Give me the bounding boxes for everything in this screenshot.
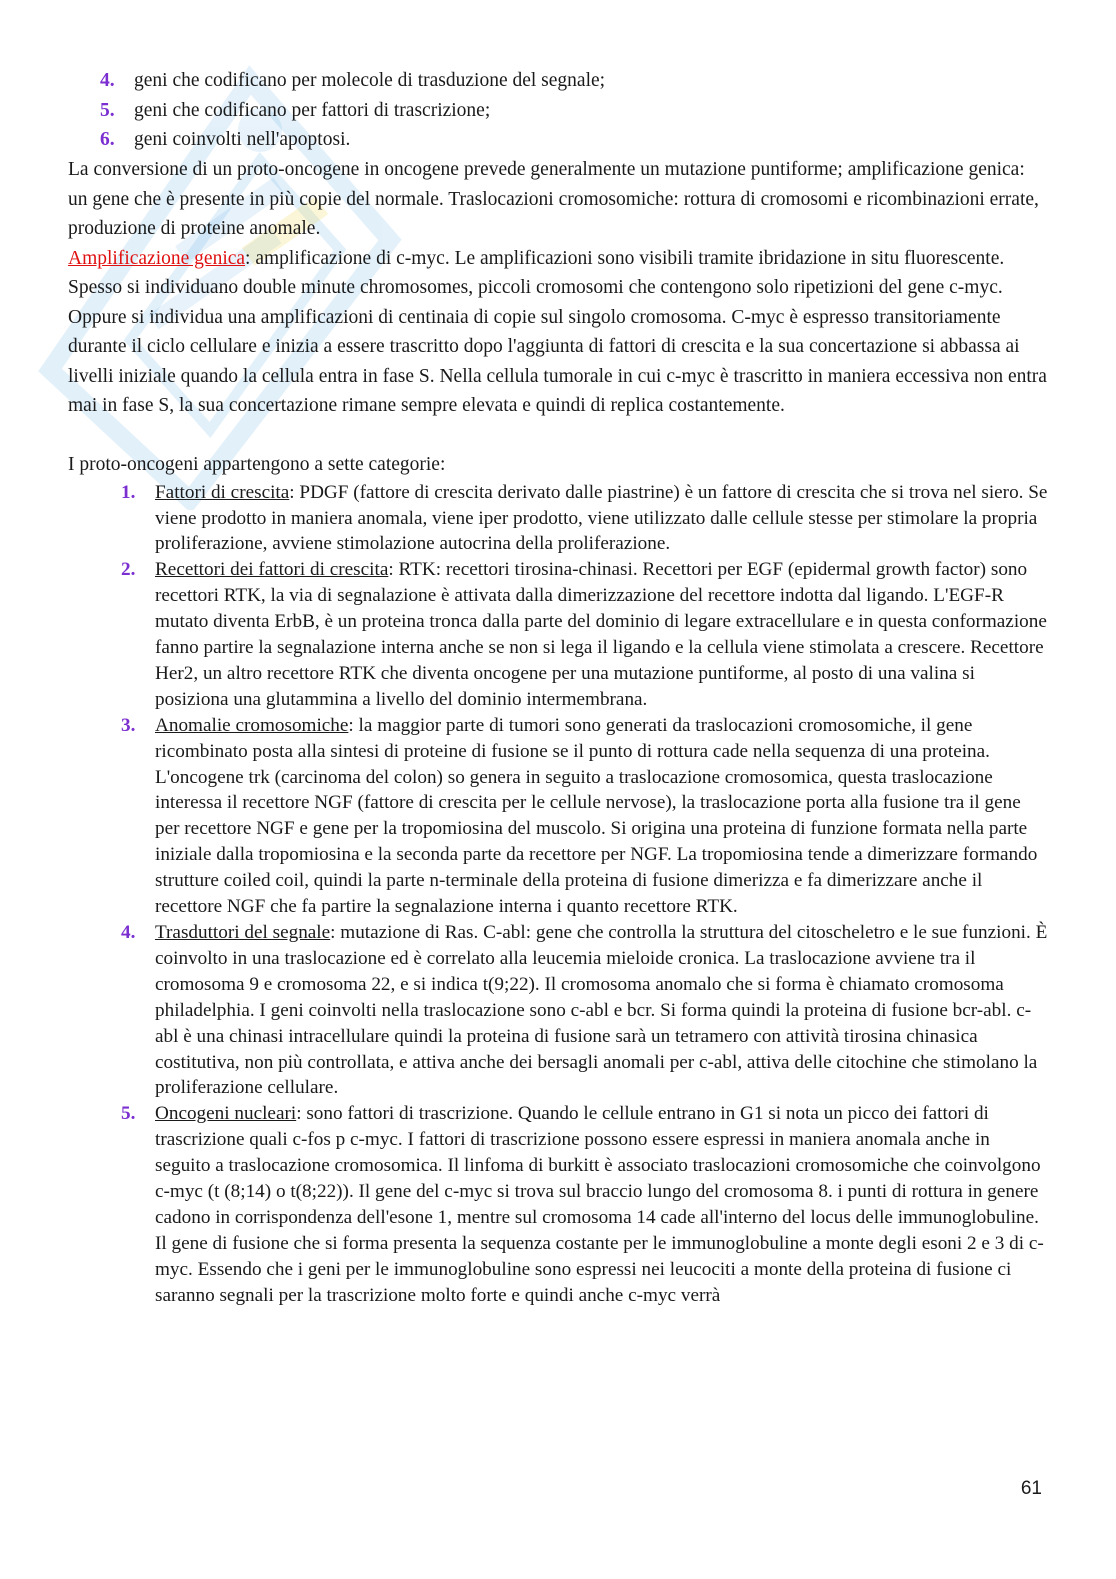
category-item — [68, 480, 1048, 558]
category-text: : RTK: recettori tirosina-chinasi. Recettori per EGF (epidermal growth factor) sono recettori RTK, la via di segnalazione è attivata dalla dimerizzazione del recettore indotta dal ligando. L'EGF-R mutato diventa ErbB, è un proteina tronca dalla parte del dominio di legare extracellulare e in questa conformazione fanno partire la segnalazione interna anche se non si lega il ligando e la cellula viene stimolata a crescere. Recettore Her2, un altro recettore RTK che diventa oncogene per una mutazione puntiforme, al posto di una valina si posiziona una glutammina a livello del dominio intermembrana. — [155, 559, 1047, 710]
category-item — [68, 713, 1048, 920]
categories-intro: I proto-oncogeni appartengono a sette categorie: — [68, 454, 446, 476]
list-number: 4. — [100, 70, 115, 91]
list-number: 5. — [100, 99, 115, 121]
category-text: : mutazione di Ras. C-abl: gene che controlla la struttura del citoscheletro e le sue funzioni. È coinvolto in una traslocazione ed è correlato alla leucemia mieloide cronica. La traslocazione avviene tra il cromosoma 9 e cromosoma 22, e si indica t(9;22). Il cromosoma anomalo che si forma è chiamato cromosoma philadelphia. I geni coinvolti nella traslocazione sono c-abl e bcr. Si forma quindi la proteina di fusione bcr-abl. c-abl è una chinasi intracellulare quindi la proteina di fusione sarà un tetramero con attività tirosina chinasica costitutiva, non più controllata, e attiva anche dei bersagli anomali per c-abl, attiva delle citochine che stimolano la proliferazione cellulare. — [155, 922, 1048, 1099]
top-list — [68, 66, 1048, 155]
list-item — [68, 66, 1048, 96]
list-number: 6. — [100, 129, 115, 151]
category-title: Trasduttori del segnale — [155, 922, 331, 944]
categories-list — [68, 480, 1048, 1309]
category-text: : sono fattori di trascrizione. Quando le cellule entrano in G1 si nota un picco dei fattori di trascrizione quali c-fos p c-myc. I fattori di trascrizione possono essere espressi in maniera anomala anche in seguito a traslocazione cromosomica. Il linfoma di burkitt è associato traslocazioni cromosomiche che coinvolgono c-myc (t (8;14) o t(8;22)). Il gene del c-myc si trova sul braccio lungo del cromosoma 8. i punti di rottura in genere cadono in corrispondenza dell'esone 1, mentre sul cromosoma 14 cade all'interno del locus delle immunoglobuline. Il gene di fusione che si forma presenta la sequenza costante per le immunoglobuline a monte degli esoni 2 e 3 di c-myc. Essendo che i geni per le immunoglobuline sono espressi nei leucociti a monte della proteina di fusione ci saranno segnali per la trascrizione molto forte e quindi anche c-myc verrà — [155, 1103, 1044, 1306]
category-title: Fattori di crescita — [155, 481, 290, 503]
list-item — [68, 96, 1048, 126]
list-item — [68, 125, 1048, 155]
list-number: 4. — [121, 922, 136, 944]
list-number: 5. — [121, 1103, 136, 1125]
page-number: 61 — [1020, 1478, 1042, 1499]
list-number: 1. — [121, 481, 136, 503]
category-item — [68, 920, 1048, 1101]
category-text: : PDGF (fattore di crescita derivato dalle piastrine) è un fattore di crescita che si trova nel siero. Se viene prodotto in maniera anomala, viene iper prodotto, viene utilizzato dalle cellule stesse per stimolare la propria proliferazione, avviene stimolazione autocrina della proliferazione. — [155, 481, 1048, 555]
document-page — [68, 66, 1048, 1309]
amplificazione-genica-link[interactable]: Amplificazione genica — [68, 247, 246, 269]
category-item — [68, 1101, 1048, 1308]
paragraph-text: : amplificazione di c-myc. Le amplificazioni sono visibili tramite ibridazione in situ fluorescente. Spesso si individuano double minute chromosomes, piccoli cromosomi che contengono solo ripetizioni del gene c-myc. Oppure si individua una amplificazioni di centinaia di copie sul singolo cromosoma. C-myc è espresso transitoriamente durante il ciclo cellulare e inizia a essere trascritto dopo l'aggiunta di fattori di crescita e la sua concertazione si abbassa ai livelli iniziale quando la cellula entra in fase S. Nella cellula tumorale in cui c-myc è trascritto in maniera eccessiva non entra mai in fase S, la sua concertazione rimane sempre elevata e quindi di replica costantemente. — [68, 247, 1047, 417]
list-number: 3. — [121, 714, 136, 736]
category-item — [68, 557, 1048, 712]
list-number: 2. — [121, 559, 136, 581]
paragraph-conversion: La conversione di un proto-oncogene in oncogene prevede generalmente un mutazione puntiforme; amplificazione genica: un gene che è presente in più copie del normale. Traslocazioni cromosomiche: rottura di cromosomi e ricombinazioni errate, produzione di proteine anomale. — [68, 159, 1039, 240]
list-text: geni coinvolti nell'apoptosi. — [134, 129, 351, 151]
list-text: geni che codificano per molecole di trasduzione del segnale; — [134, 70, 606, 91]
category-title: Anomalie cromosomiche — [155, 714, 349, 736]
paragraph-amplification — [68, 244, 1048, 421]
category-text: : la maggior parte di tumori sono generati da traslocazioni cromosomiche, il gene ricombinato posta alla sintesi di proteine di fusione se il punto di rottura cade nella sequenza di una proteina. L'oncogene trk (carcinoma del colon) so genera in seguito a traslocazione cromosomica, questa traslocazione interessa il recettore NGF (fattore di crescita per le cellule nervose), la traslocazione porta alla fusione tra il gene per recettore NGF e gene per la tropomiosina del muscolo. Si origina una proteina di funzione formata nella parte iniziale dalla tropomiosina e la seconda parte da recettore per NGF. La tropomiosina tende a dimerizzare formando strutture coiled coil, quindi la parte n-terminale della proteina di fusione dimerizza e fa dimerizzare anche il recettore NGF che fa partire la segnalazione interna i quanto recettore RTK. — [155, 714, 1038, 918]
category-title: Oncogeni nucleari — [155, 1103, 297, 1125]
category-title: Recettori dei fattori di crescita — [155, 559, 389, 581]
list-text: geni che codificano per fattori di trascrizione; — [134, 99, 491, 121]
